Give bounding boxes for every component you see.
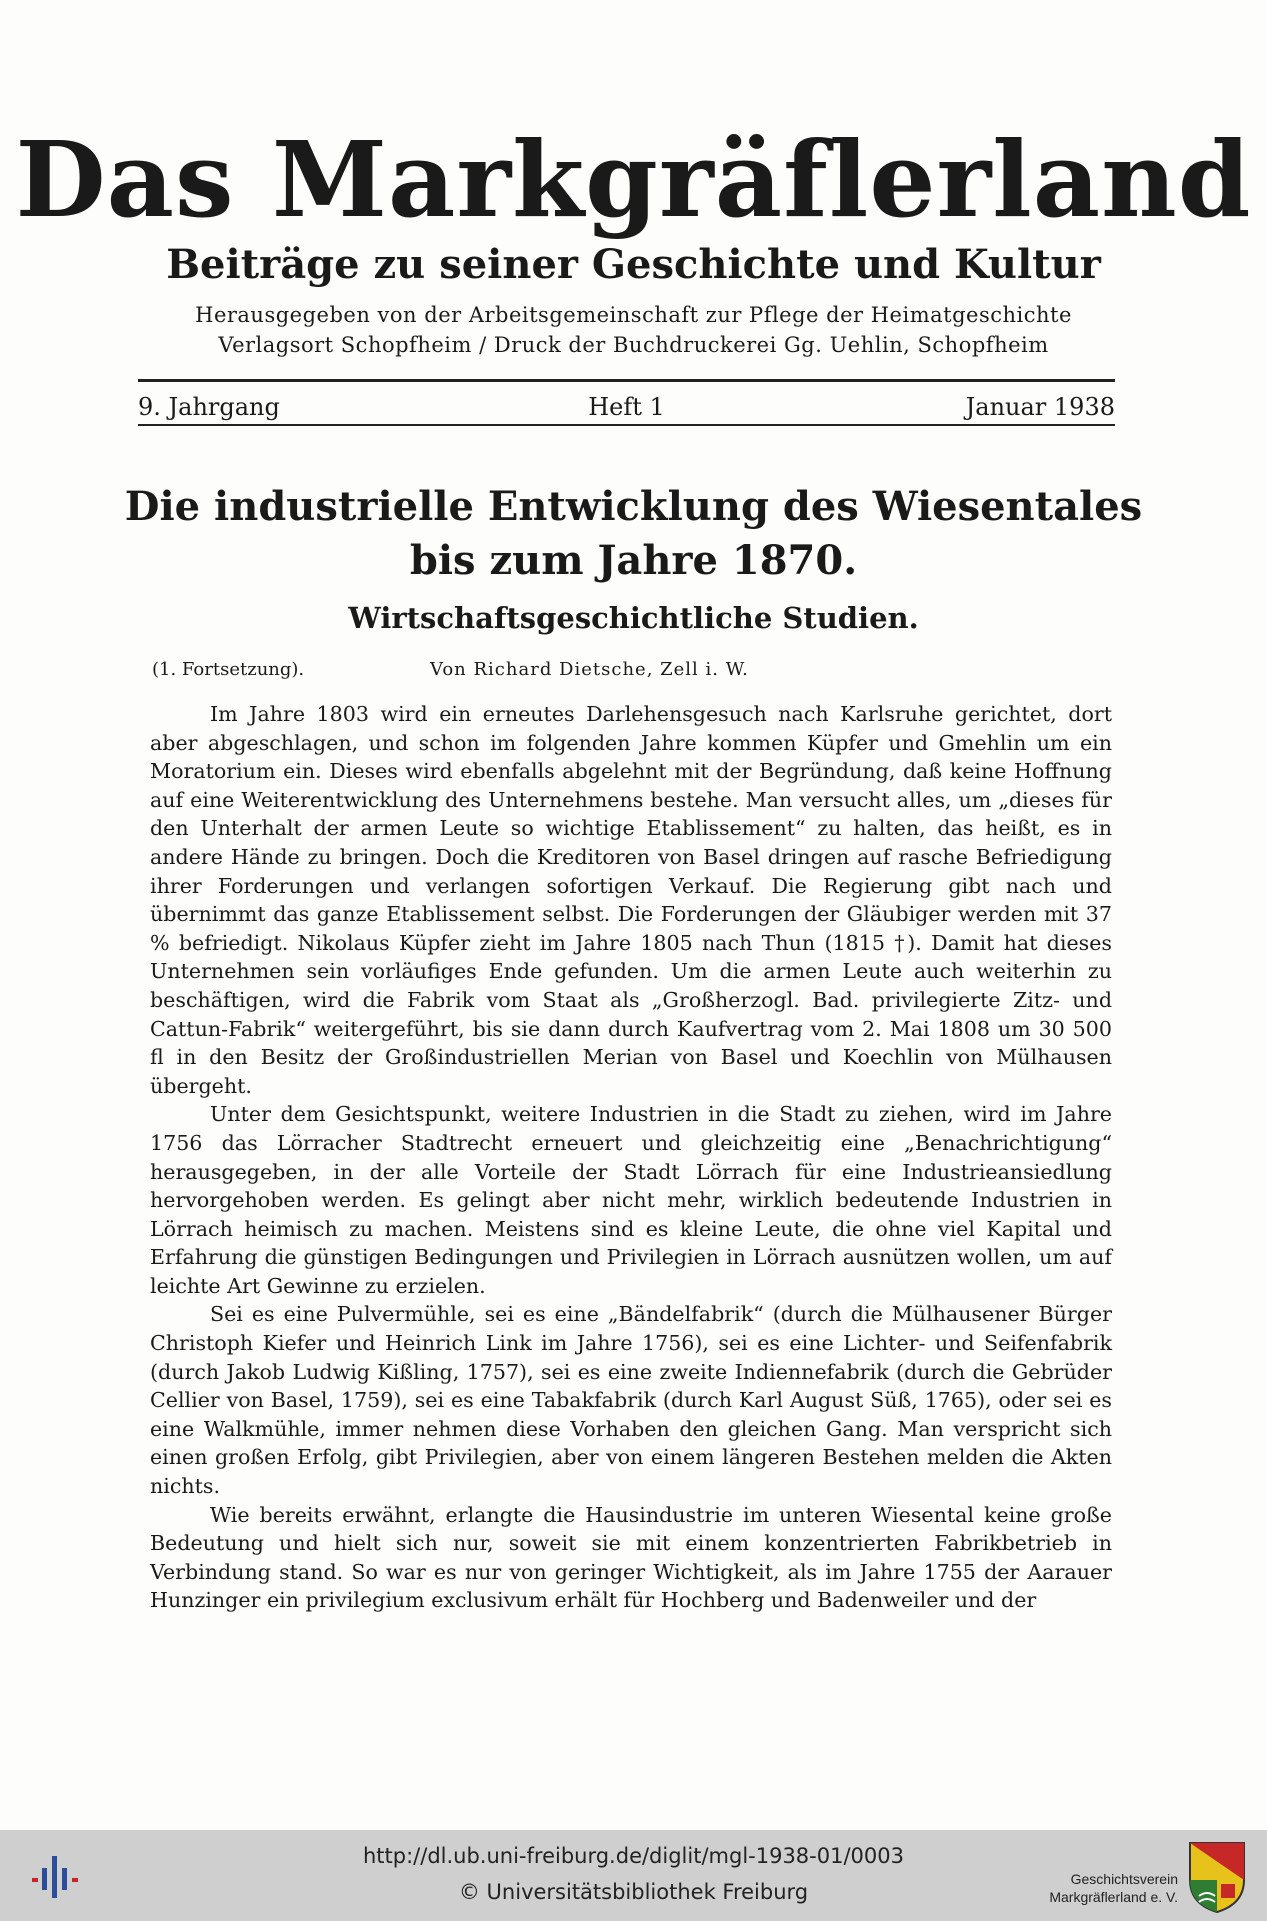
issue-number: Heft 1 [588,393,665,421]
volume-label: 9. Jahrgang [138,393,280,421]
journal-title: Das Markgräflerland [15,118,1252,241]
continuation-note: (1. Fortsetzung). [152,659,305,680]
paragraph: Unter dem Gesichtspunkt, weitere Industrien in die Stadt zu ziehen, wird im Jahre 1756 das Lörracher Stadtrecht erneuert und gleichzeitig eine „Benachrichtigung“ herausgegeben, in der alle Vorteile der Stadt Lörrach für eine Industrieansiedlung hervorgehoben werden. Es gelingt aber nicht mehr, wirklich bedeutende Industrien in Lörrach heimisch zu machen. Meistens sind es kleine Leute, die ohne viel Kapital und Erfahrung die günstigen Bedingungen und Privilegien in Lörrach ausnützen wollen, um auf leichte Art Gewinne zu erzielen. [150,1102,1112,1298]
article-title-line-1: Die industrielle Entwicklung des Wiesentales [124,483,1143,530]
article-title-line-2: bis zum Jahre 1870. [409,537,858,584]
paragraph: Sei es eine Pulvermühle, sei es eine „Bändelfabrik“ (durch die Mülhausener Bürger Christoph Kiefer und Heinrich Link im Jahre 1756), sei es eine Lichter- und Seifenfabrik (durch Jakob Ludwig Kißling, 1757), sei es eine zweite Indiennefabrik (durch die Gebrüder Cellier von Basel, 1759), sei es eine Tabakfabrik (durch Karl August Süß, 1765), oder sei es eine Walkmühle, immer nehmen diese Vorhaben den gleichen Gang. Man verspricht sich einen großen Erfolg, gibt Privilegien, aber von einem längeren Bestehen melden die Akten nichts. [150,1302,1112,1499]
copyright-notice: © Universitätsbibliothek Freiburg [458,1880,809,1904]
viewer-footer [0,1830,1267,1921]
publisher-info [0,300,1267,360]
society-name [1018,1870,1178,1906]
publisher-line-2: Verlagsort Schopfheim / Druck der Buchdruckerei Gg. Uehlin, Schopfheim [218,333,1049,357]
issue-line [138,390,1115,424]
paragraph: Wie bereits erwähnt, erlangte die Hausindustrie im unteren Wiesental keine große Bedeutung und hielt sich nur, soweit sie mit einem konzentrierten Fabrikbetrieb in Verbindung stand. So war es nur von geringer Wichtigkeit, als im Jahre 1755 der Aarauer Hunzinger ein privilegium exclusivum erhält für Hochberg und Badenweiler und der [150,1502,1112,1613]
byline-row [150,655,1110,685]
article-body [150,700,1112,1615]
article-subtitle: Wirtschaftsgeschichtliche Studien. [348,601,919,635]
coat-of-arms-icon [1187,1840,1247,1914]
permalink-url[interactable]: http://dl.ub.uni-freiburg.de/diglit/mgl-1938-01/0003 [362,1844,904,1868]
society-line-1: Geschichtsverein [1070,1871,1178,1887]
article-title [0,480,1267,588]
bottom-divider [138,424,1115,426]
top-divider [138,379,1115,382]
author-byline: Von Richard Dietsche, Zell i. W. [430,659,749,680]
issue-date: Januar 1938 [965,393,1115,421]
paragraph: Im Jahre 1803 wird ein erneutes Darlehensgesuch nach Karlsruhe gerichtet, dort aber abgeschlagen, und schon im folgenden Jahre kommen Küpfer und Gmehlin um ein Moratorium ein. Dieses wird ebenfalls abgelehnt mit der Begründung, daß keine Hoffnung auf eine Weiterentwicklung des Unternehmens bestehe. Man versucht alles, um „dieses für den Unterhalt der armen Leute so wichtige Etablissement“ zu halten, das heißt, es in andere Hände zu bringen. Doch die Kreditoren von Basel dringen auf rasche Befriedigung ihrer Forderungen und verlangen sofortigen Verkauf. Die Regierung gibt nach und übernimmt das ganze Etablissement selbst. Die Forderungen der Gläubiger werden mit 37 % befriedigt. Nikolaus Küpfer zieht im Jahre 1805 nach Thun (1815 †). Damit hat dieses Unternehmen sein vorläufiges Ende gefunden. Um die armen Leute auch weiterhin zu beschäftigen, wird die Fabrik vom Staat als „Großherzogl. Bad. privilegierte Zitz- und Cattun-Fabrik“ weitergeführt, bis sie dann durch Kaufvertrag vom 2. Mai 1808 um 30 500 fl in den Besitz der Großindustriellen Merian von Basel und Koechlin von Mülhausen übergeht. [150,702,1112,1098]
publisher-line-1: Herausgegeben von der Arbeitsgemeinschaft zur Pflege der Heimatgeschichte [195,303,1072,327]
society-line-2: Markgräflerland e. V. [1049,1889,1178,1905]
journal-subtitle: Beiträge zu seiner Geschichte und Kultur [166,241,1101,288]
